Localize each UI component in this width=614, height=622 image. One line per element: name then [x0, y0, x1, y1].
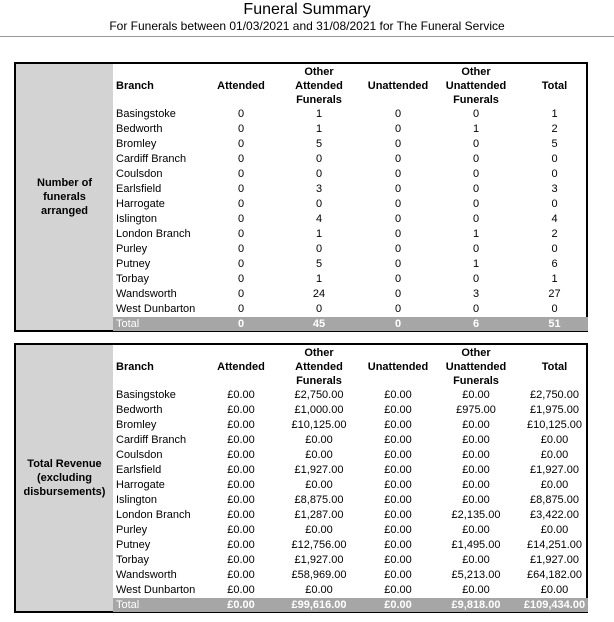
count-table	[113, 64, 588, 331]
col-header-total: Total	[541, 360, 568, 373]
branch-cell: Basingstoke	[116, 389, 176, 401]
branch-cell: Bromley	[116, 138, 157, 150]
value-cell: 27	[548, 288, 561, 300]
count-section-label	[16, 64, 113, 330]
branch-cell: Putney	[116, 258, 151, 270]
total-value: £0.00	[365, 598, 431, 612]
value-cell: £1,287.00	[294, 509, 344, 521]
value-cell: 1	[472, 258, 480, 270]
value-cell: 0	[394, 273, 402, 285]
revenue-table-body	[113, 388, 588, 612]
value-cell: £64,182.00	[526, 569, 583, 581]
value-cell: 1	[315, 123, 323, 135]
value-cell: 1	[472, 123, 480, 135]
value-cell: 0	[237, 303, 245, 315]
branch-cell: Wandsworth	[116, 569, 177, 581]
value-cell: £12,756.00	[291, 539, 347, 551]
table-row	[113, 448, 588, 463]
value-cell: £2,135.00	[451, 509, 501, 521]
value-cell: £0.00	[227, 404, 255, 416]
value-cell: £0.00	[227, 419, 255, 431]
value-cell: £14,251.00	[526, 539, 583, 551]
value-cell: £0.00	[384, 509, 412, 521]
value-cell: £1,927.00	[530, 554, 579, 566]
value-cell: 0	[394, 168, 402, 180]
value-cell: £0.00	[384, 449, 412, 461]
value-cell: 0	[315, 168, 323, 180]
total-row	[113, 598, 588, 612]
value-cell: £0.00	[384, 539, 412, 551]
col-header-branch: Branch	[116, 79, 154, 92]
value-cell: £0.00	[227, 584, 255, 596]
value-cell: 0	[394, 213, 402, 225]
branch-cell: Harrogate	[116, 198, 165, 210]
branch-cell: Cardiff Branch	[116, 153, 187, 165]
value-cell: 4	[315, 213, 323, 225]
value-cell: £8,875.00	[294, 494, 344, 506]
table-row	[113, 227, 588, 242]
branch-cell: Wandsworth	[116, 288, 177, 300]
table-row	[113, 508, 588, 523]
value-cell: 0	[315, 303, 323, 315]
branch-cell: Coulsdon	[116, 449, 163, 461]
header-line: Funerals	[296, 93, 342, 106]
total-value: £99,616.00	[273, 598, 365, 612]
value-cell: 0	[237, 213, 245, 225]
branch-cell: Islington	[116, 494, 157, 506]
table-row	[113, 272, 588, 287]
value-cell: 2	[551, 123, 558, 135]
branch-cell: Torbay	[116, 554, 150, 566]
col-header-attended: Attended	[217, 360, 265, 373]
header-row	[113, 64, 588, 107]
value-cell: 0	[394, 243, 402, 255]
value-cell: £5,213.00	[451, 569, 501, 581]
value-cell: 0	[472, 168, 480, 180]
branch-cell: London Branch	[116, 228, 191, 240]
table-row	[113, 388, 588, 403]
total-value: 0	[209, 317, 273, 331]
value-cell: 0	[472, 213, 480, 225]
value-cell: 1	[315, 228, 323, 240]
value-cell: £0.00	[384, 554, 412, 566]
header-line: Other	[304, 346, 334, 359]
branch-cell: West Dunbarton	[116, 303, 196, 315]
value-cell: 0	[315, 153, 323, 165]
table-row	[113, 302, 588, 317]
value-cell: £10,125.00	[526, 419, 583, 431]
value-cell: 3	[551, 183, 558, 195]
table-row	[113, 433, 588, 448]
value-cell: 0	[472, 303, 480, 315]
header-line: Other	[461, 346, 491, 359]
value-cell: 0	[472, 153, 480, 165]
branch-cell: Earlsfield	[116, 464, 162, 476]
header-line: Other	[461, 65, 491, 78]
header-line: Attended	[295, 360, 343, 373]
total-label: Total	[113, 317, 209, 331]
value-cell: 0	[472, 108, 480, 120]
value-cell: 0	[394, 138, 402, 150]
table-row	[113, 197, 588, 212]
total-label: Total	[113, 598, 209, 612]
value-cell: 1	[551, 273, 558, 285]
count-table-wrap	[113, 64, 586, 330]
value-cell: £58,969.00	[291, 569, 347, 581]
value-cell: £1,927.00	[294, 554, 344, 566]
funerals-count-panel	[14, 62, 588, 332]
table-row	[113, 583, 588, 598]
total-value: £0.00	[209, 598, 273, 612]
value-cell: 0	[551, 243, 558, 255]
value-cell: 0	[394, 228, 402, 240]
value-cell: £0.00	[384, 419, 412, 431]
total-value: £109,434.00	[521, 598, 588, 612]
value-cell: 6	[551, 258, 558, 270]
value-cell: 0	[472, 273, 480, 285]
value-cell: 24	[312, 288, 326, 300]
value-cell: £0.00	[540, 449, 569, 461]
total-value: 6	[431, 317, 521, 331]
value-cell: £0.00	[540, 584, 569, 596]
table-row	[113, 553, 588, 568]
total-row	[113, 317, 588, 331]
value-cell: 0	[394, 303, 402, 315]
col-header-unattended: Unattended	[367, 79, 429, 92]
value-cell: 0	[394, 108, 402, 120]
table-row	[113, 137, 588, 152]
value-cell: 0	[472, 198, 480, 210]
value-cell: £0.00	[384, 494, 412, 506]
table-row	[113, 242, 588, 257]
value-cell: £0.00	[540, 479, 569, 491]
value-cell: 0	[237, 108, 245, 120]
header-line: Unattended	[445, 360, 507, 373]
value-cell: 0	[551, 303, 558, 315]
branch-cell: Coulsdon	[116, 168, 163, 180]
value-cell: £0.00	[384, 404, 412, 416]
total-value: £9,818.00	[431, 598, 521, 612]
value-cell: 1	[472, 228, 480, 240]
total-value: 45	[273, 317, 365, 331]
table-row	[113, 212, 588, 227]
value-cell: 0	[472, 243, 480, 255]
value-cell: £0.00	[305, 479, 333, 491]
value-cell: 0	[237, 153, 245, 165]
value-cell: £0.00	[384, 434, 412, 446]
report-title: Funeral Summary	[243, 1, 371, 18]
table-row	[113, 478, 588, 493]
value-cell: £0.00	[540, 434, 569, 446]
count-table-body	[113, 107, 588, 331]
branch-cell: Islington	[116, 213, 157, 225]
value-cell: 0	[472, 183, 480, 195]
value-cell: £2,750.00	[294, 389, 344, 401]
branch-cell: Putney	[116, 539, 151, 551]
value-cell: 0	[394, 198, 402, 210]
value-cell: £0.00	[227, 434, 255, 446]
table-row	[113, 167, 588, 182]
table-row	[113, 107, 588, 122]
value-cell: £1,000.00	[294, 404, 344, 416]
value-cell: £0.00	[462, 554, 490, 566]
value-cell: £0.00	[227, 524, 255, 536]
table-row	[113, 538, 588, 553]
value-cell: 0	[551, 153, 558, 165]
value-cell: £3,422.00	[530, 509, 579, 521]
table-row	[113, 463, 588, 478]
value-cell: £0.00	[384, 479, 412, 491]
value-cell: 0	[394, 123, 402, 135]
count-label-line: Number of	[37, 177, 92, 189]
value-cell: 0	[551, 168, 558, 180]
value-cell: 3	[315, 183, 323, 195]
value-cell: 2	[551, 228, 558, 240]
value-cell: 3	[472, 288, 480, 300]
table-row	[113, 152, 588, 167]
value-cell: 0	[237, 183, 245, 195]
col-header-other-attended	[273, 345, 365, 388]
header-line: Funerals	[296, 374, 342, 387]
value-cell: 5	[551, 138, 558, 150]
value-cell: 0	[551, 198, 558, 210]
value-cell: 0	[472, 138, 480, 150]
value-cell: 0	[237, 228, 245, 240]
branch-cell: Earlsfield	[116, 183, 162, 195]
table-row	[113, 523, 588, 538]
col-header-unattended: Unattended	[367, 360, 429, 373]
table-row	[113, 287, 588, 302]
branch-cell: Torbay	[116, 273, 150, 285]
value-cell: £0.00	[305, 584, 333, 596]
table-row	[113, 122, 588, 137]
value-cell: 0	[394, 153, 402, 165]
header-divider	[0, 36, 614, 37]
table-row	[113, 257, 588, 272]
value-cell: 5	[315, 258, 323, 270]
col-header-other-unattended	[431, 345, 521, 388]
header-line: Other	[304, 65, 334, 78]
revenue-section-label	[16, 345, 113, 611]
col-header-attended: Attended	[217, 79, 265, 92]
revenue-label-line: Total Revenue	[27, 458, 102, 470]
value-cell: £0.00	[462, 449, 490, 461]
value-cell: 0	[237, 138, 245, 150]
value-cell: £0.00	[227, 389, 255, 401]
branch-cell: Bedworth	[116, 123, 163, 135]
value-cell: £0.00	[227, 539, 255, 551]
value-cell: £0.00	[227, 509, 255, 521]
revenue-panel	[14, 343, 588, 613]
revenue-table	[113, 345, 588, 612]
branch-cell: Purley	[116, 524, 148, 536]
value-cell: 4	[551, 213, 558, 225]
value-cell: £10,125.00	[291, 419, 347, 431]
value-cell: £0.00	[384, 569, 412, 581]
table-row	[113, 568, 588, 583]
value-cell: £1,927.00	[294, 464, 344, 476]
value-cell: 0	[315, 243, 323, 255]
value-cell: £0.00	[384, 524, 412, 536]
col-header-total: Total	[541, 79, 568, 92]
branch-cell: West Dunbarton	[116, 584, 196, 596]
col-header-other-unattended	[431, 64, 521, 107]
branch-cell: Harrogate	[116, 479, 165, 491]
table-row	[113, 418, 588, 433]
value-cell: £1,975.00	[530, 404, 579, 416]
col-header-other-attended	[273, 64, 365, 107]
branch-cell: Purley	[116, 243, 148, 255]
value-cell: £0.00	[462, 389, 490, 401]
value-cell: £0.00	[540, 524, 569, 536]
value-cell: £8,875.00	[530, 494, 579, 506]
value-cell: £0.00	[227, 494, 255, 506]
value-cell: 1	[315, 273, 323, 285]
report-subtitle: For Funerals between 01/03/2021 and 31/08/2021 for The Funeral Service	[109, 19, 505, 33]
value-cell: £0.00	[462, 464, 490, 476]
value-cell: 5	[315, 138, 323, 150]
value-cell: £2,750.00	[530, 389, 579, 401]
value-cell: £0.00	[305, 434, 333, 446]
value-cell: £0.00	[227, 569, 255, 581]
revenue-label-line: (excluding	[36, 472, 92, 484]
value-cell: £0.00	[227, 479, 255, 491]
value-cell: £0.00	[462, 479, 490, 491]
value-cell: £0.00	[462, 434, 490, 446]
value-cell: 0	[237, 198, 245, 210]
value-cell: 1	[551, 108, 558, 120]
value-cell: £0.00	[384, 389, 412, 401]
branch-cell: Basingstoke	[116, 108, 176, 120]
header-line: Attended	[295, 79, 343, 92]
value-cell: 1	[315, 108, 323, 120]
value-cell: 0	[237, 168, 245, 180]
value-cell: £0.00	[384, 584, 412, 596]
value-cell: 0	[237, 288, 245, 300]
header-line: Funerals	[453, 374, 499, 387]
value-cell: £0.00	[462, 524, 490, 536]
value-cell: 0	[237, 273, 245, 285]
value-cell: 0	[237, 123, 245, 135]
table-row	[113, 493, 588, 508]
total-value: 0	[365, 317, 431, 331]
table-row	[113, 403, 588, 418]
value-cell: £0.00	[462, 494, 490, 506]
total-value: 51	[521, 317, 588, 331]
header-line: Funerals	[453, 93, 499, 106]
value-cell: 0	[394, 183, 402, 195]
header-row	[113, 345, 588, 388]
value-cell: £0.00	[305, 524, 333, 536]
value-cell: 0	[394, 288, 402, 300]
value-cell: 0	[237, 243, 245, 255]
value-cell: £975.00	[456, 404, 496, 416]
value-cell: £0.00	[227, 464, 255, 476]
value-cell: £0.00	[384, 464, 412, 476]
branch-cell: Bedworth	[116, 404, 163, 416]
header-line: Unattended	[445, 79, 507, 92]
value-cell: 0	[394, 258, 402, 270]
count-label-line: funerals	[43, 191, 86, 203]
revenue-label-line: disbursements)	[23, 486, 106, 498]
value-cell: 0	[237, 258, 245, 270]
revenue-table-wrap	[113, 345, 586, 611]
table-row	[113, 182, 588, 197]
value-cell: 0	[315, 198, 323, 210]
branch-cell: Cardiff Branch	[116, 434, 187, 446]
value-cell: £0.00	[305, 449, 333, 461]
count-label-line: arranged	[40, 205, 89, 217]
branch-cell: Bromley	[116, 419, 157, 431]
value-cell: £0.00	[462, 584, 490, 596]
branch-cell: London Branch	[116, 509, 191, 521]
value-cell: £0.00	[227, 449, 255, 461]
value-cell: £1,927.00	[530, 464, 579, 476]
value-cell: £0.00	[227, 554, 255, 566]
value-cell: £0.00	[462, 419, 490, 431]
value-cell: £1,495.00	[451, 539, 501, 551]
col-header-branch: Branch	[116, 360, 154, 373]
